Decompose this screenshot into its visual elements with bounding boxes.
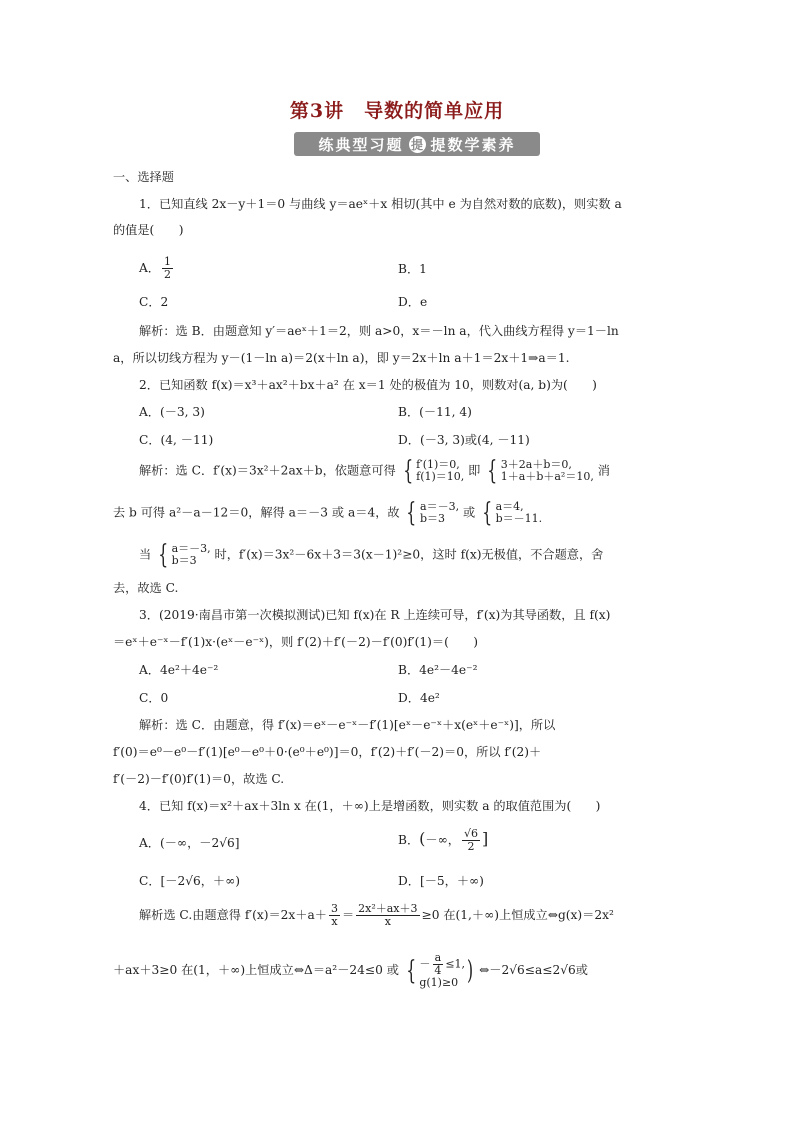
q4-system: { － $\frac{a}{4}$ ≤1, g(1)≥0 ) — [406, 951, 474, 989]
q3-option-d: D．4e² — [398, 691, 440, 705]
banner-left-text: 练典型习题 — [318, 135, 404, 154]
q1-stem-line1: 1．已知直线 2x－y＋1＝0 与曲线 y＝aeˣ＋x 相切(其中 e 为自然对数的底数)，则实数 a — [139, 197, 622, 211]
q3-stem-line1: 3．(2019·南昌市第一次模拟测试)已知 f(x)在 R 上连续可导，f′(x)为其导函数，且 f(x) — [139, 608, 611, 622]
section-banner — [294, 132, 540, 156]
q4-fraction-quadratic-over-x: $\frac{\text{2x²＋ax＋3}}{x}$ — [358, 902, 418, 928]
q1-option-c: C．2 — [139, 295, 169, 309]
q1-stem-line2: 的值是( ) — [113, 223, 184, 237]
q4-solution-line1: 解析选 C.由题意得 f′(x)＝2x＋a＋ $\frac{3}{x}$ ＝ $\frac{\text{2x²＋ax＋3}}{x}$ ≥0 在(1,＋∞)上恒成立⇔g(x)＝2x² — [139, 902, 614, 928]
q1-option-a-fraction: $\frac{1}{2}$ — [164, 255, 171, 281]
q2-solution-line1: 解析：选 C．f′(x)＝3x²＋2ax＋b，依题意可得 { f′(1)＝0, f(1)＝10, 即 { 3＋2a＋b＝0, 1＋a＋b＋a²＝10, 消 — [139, 456, 610, 486]
q1-solution-line1: 解析：选 B．由题意知 y′＝aeˣ＋1＝2，则 a>0，x＝－ln a，代入曲线方程得 y＝1－ln — [139, 324, 619, 338]
q4-option-d: D．[－5，＋∞) — [398, 874, 484, 888]
q3-solution-line2: f′(0)＝e⁰－e⁰－f′(1)[e⁰－e⁰＋0·(e⁰＋e⁰)]＝0，f′(2)＋f′(－2)＝0，所以 f′(2)＋ — [113, 745, 542, 759]
page-title: 第3讲 导数的简单应用 — [289, 100, 505, 122]
q3-option-a: A．4e²＋4e⁻² — [139, 663, 219, 677]
q2-stem-line1: 2．已知函数 f(x)＝x³＋ax²＋bx＋a² 在 x＝1 处的极值为 10，则数对(a, b)为( ) — [139, 378, 597, 392]
q2-system-5: { a＝－3, b＝3 — [158, 540, 211, 570]
banner-right-text: 提数学素养 — [430, 135, 516, 154]
q1-option-a: A． $\frac{1}{2}$ — [139, 255, 171, 281]
q2-option-d: D．(－3, 3)或(4, －11) — [398, 433, 530, 447]
q2-system-3: { a＝－3, b＝3 — [406, 498, 460, 528]
q2-system-1: { f′(1)＝0, f(1)＝10, — [402, 456, 465, 486]
q2-system-4: { a＝4, b＝－11. — [482, 498, 543, 528]
q4-option-b-fraction: $\frac{√6}{2}$ — [463, 827, 478, 853]
q3-option-c: C．0 — [139, 691, 169, 705]
q2-option-b: B．(－11, 4) — [398, 405, 472, 419]
q1-option-b: B．1 — [398, 262, 427, 276]
q2-option-c: C．(4, －11) — [139, 433, 214, 447]
q4-fraction-3-over-x: $\frac{3}{x}$ — [330, 902, 338, 928]
q4-option-a: A．(－∞，－2√6] — [139, 836, 240, 850]
q3-solution-line3: f′(－2)－f′(0)f′(1)＝0，故选 C. — [113, 772, 285, 786]
banner-seal-icon: 提 — [409, 136, 426, 153]
q4-option-c: C．[－2√6，＋∞) — [139, 874, 241, 888]
q1-option-d: D．e — [398, 295, 428, 309]
q3-stem-line2: ＝eˣ＋e⁻ˣ－f′(1)x·(eˣ－e⁻ˣ)，则 f′(2)＋f′(－2)－f′(0)f′(1)＝( ) — [113, 635, 478, 649]
q2-solution-line4: 去，故选 C. — [113, 581, 179, 595]
q4-stem-line1: 4．已知 f(x)＝x²＋ax＋3ln x 在(1，＋∞)上是增函数，则实数 a 的取值范围为( ) — [139, 799, 601, 813]
q3-solution-line1: 解析：选 C．由题意，得 f′(x)＝eˣ－e⁻ˣ－f′(1)[eˣ－e⁻ˣ＋x(eˣ＋e⁻ˣ)]，所以 — [139, 718, 556, 732]
q3-option-b: B．4e²－4e⁻² — [398, 663, 478, 677]
q4-solution-line2: ＋ax＋3≥0 在(1，＋∞)上恒成立⇔Δ＝a²－24≤0 或 { － $\frac{a}{4}$ ≤1, g(1)≥0 ) ⇔－2√6≤a≤2√6或 — [113, 951, 588, 989]
q2-solution-line2: 去 b 可得 a²－a－12＝0，解得 a＝－3 或 a＝4，故 { a＝－3, b＝3 或 { a＝4, b＝－11. — [113, 498, 543, 528]
section-heading: 一、选择题 — [113, 170, 174, 184]
q1-solution-line2: a，所以切线方程为 y－(1－ln a)＝2(x＋ln a)，即 y＝2x＋ln a＋1＝2x＋1⇒a＝1. — [113, 351, 570, 365]
q4-option-b: B．(－∞， $\frac{√6}{2}$ ] — [398, 827, 489, 853]
q2-system-2: { 3＋2a＋b＝0, 1＋a＋b＋a²＝10, — [487, 456, 594, 486]
q2-solution-line3: 当 { a＝－3, b＝3 时，f′(x)＝3x²－6x＋3＝3(x－1)²≥0，这时 f(x)无极值，不合题意，舍 — [139, 540, 604, 570]
q2-option-a: A．(－3, 3) — [139, 405, 205, 419]
